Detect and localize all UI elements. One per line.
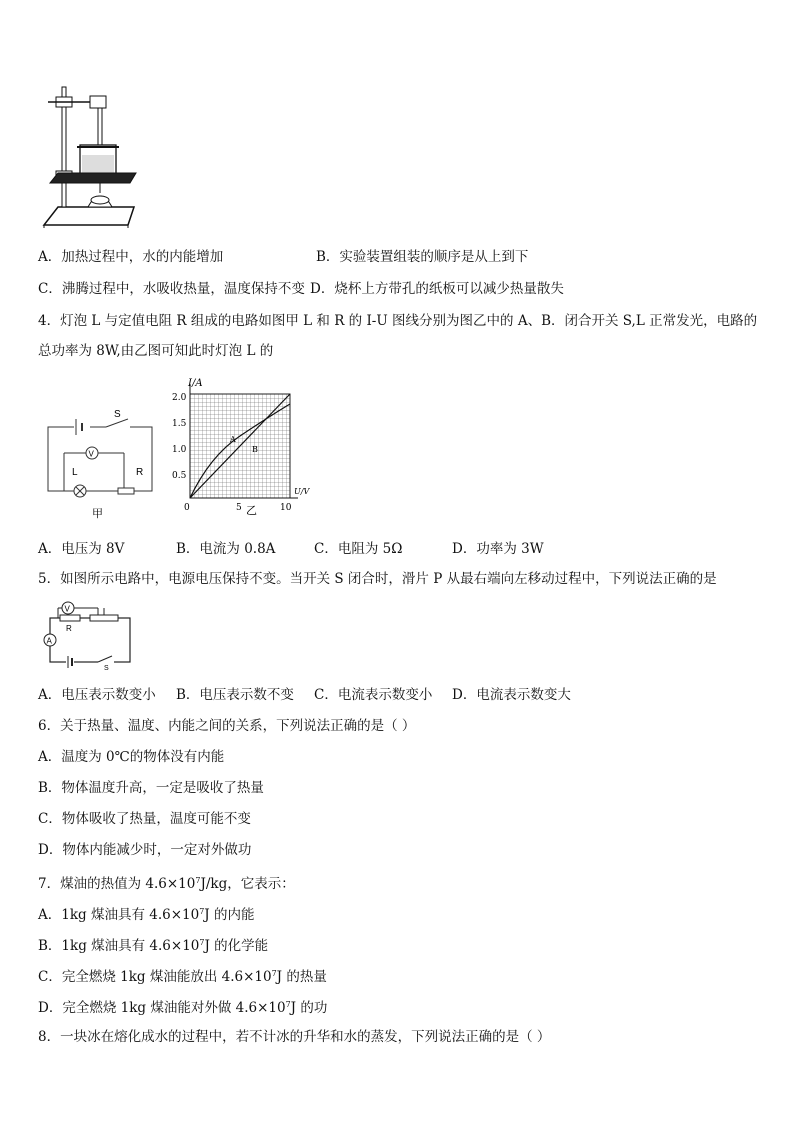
q4-option-d: D．功率为 3W xyxy=(452,541,544,557)
q5-option-a: A．电压表示数变小 xyxy=(38,687,156,703)
q3-option-a: A．加热过程中，水的内能增加 xyxy=(38,249,224,265)
q5-option-d: D．电流表示数变大 xyxy=(452,687,571,703)
q7-exponent: 7 xyxy=(195,876,201,885)
q3-option-c: C．沸腾过程中，水吸收热量，温度保持不变 xyxy=(38,281,305,297)
q4-yi-line-b-label: B xyxy=(252,445,258,454)
q4-jia-label-v: V xyxy=(88,449,94,459)
q7-d-post: J 的功 xyxy=(290,1000,328,1016)
q6-stem: 6．关于热量、温度、内能之间的关系，下列说法正确的是（ ） xyxy=(38,718,416,734)
q5-label-s: S xyxy=(104,665,109,672)
heating-apparatus-figure xyxy=(36,85,136,230)
q4-circuit-figure-jia xyxy=(40,405,160,520)
q7-d-exponent: 7 xyxy=(285,1000,291,1009)
q5-circuit-figure xyxy=(40,598,140,670)
q5-label-v: V xyxy=(64,604,70,614)
q4-yi-y-axis-label: I/A xyxy=(188,378,203,389)
q4-iu-graph-yi xyxy=(170,378,310,528)
q4-yi-ytick-1: 1.0 xyxy=(172,445,187,455)
q7-option-a xyxy=(38,902,255,925)
q7-d-pre: D．完全燃烧 1kg 煤油能对外做 4.6×10 xyxy=(38,1000,286,1016)
q6-option-b: B．物体温度升高，一定是吸收了热量 xyxy=(38,780,264,796)
q6-option-c: C．物体吸收了热量，温度可能不变 xyxy=(38,811,251,827)
q4-jia-label-l: L xyxy=(72,467,78,478)
q4-jia-caption: 甲 xyxy=(92,507,103,520)
q7-c-post: J 的热量 xyxy=(276,969,327,985)
q4-stem-line2: 总功率为 8W,由乙图可知此时灯泡 L 的 xyxy=(38,343,274,359)
q4-stem-line1: 4．灯泡 L 与定值电阻 R 组成的电路如图甲 L 和 R 的 I-U 图线分别为图乙中的 A、B．闭合开关 S,L 正常发光，电路的 xyxy=(38,313,758,329)
q4-yi-ytick-05: 0.5 xyxy=(172,471,187,481)
q4-yi-xtick-0: 0 xyxy=(184,503,190,513)
q7-b-post: J 的化学能 xyxy=(204,938,269,954)
q4-yi-caption: 乙 xyxy=(246,504,257,517)
q4-jia-label-s: S xyxy=(114,409,121,420)
q7-a-post: J 的内能 xyxy=(204,907,255,923)
q7-stem-post: J/kg，它表示： xyxy=(200,876,295,892)
q7-a-pre: A．1kg 煤油具有 4.6×10 xyxy=(38,907,200,923)
q7-stem-pre: 7．煤油的热值为 4.6×10 xyxy=(38,876,196,892)
q8-stem: 8．一块冰在熔化成水的过程中，若不计冰的升华和水的蒸发，下列说法正确的是（ ） xyxy=(38,1029,551,1045)
q4-option-a: A．电压为 8V xyxy=(38,541,125,557)
q4-yi-ytick-15: 1.5 xyxy=(172,419,187,429)
q7-b-exponent: 7 xyxy=(199,938,205,947)
q4-yi-xtick-5: 5 xyxy=(236,503,242,513)
q4-yi-curve-a-label: A xyxy=(230,435,236,444)
q5-option-c: C．电流表示数变小 xyxy=(314,687,433,703)
q4-option-b: B．电流为 0.8A xyxy=(176,541,276,557)
q6-option-a: A．温度为 0℃的物体没有内能 xyxy=(38,749,225,765)
q5-option-b: B．电压表示数不变 xyxy=(176,687,294,703)
q5-stem: 5．如图所示电路中，电源电压保持不变。当开关 S 闭合时，滑片 P 从最右端向左移动过程中，下列说法正确的是 xyxy=(38,571,717,587)
q6-option-d: D．物体内能减少时，一定对外做功 xyxy=(38,842,252,858)
q7-a-exponent: 7 xyxy=(199,907,205,916)
q7-option-d xyxy=(38,995,327,1018)
q7-c-pre: C．完全燃烧 1kg 煤油能放出 4.6×10 xyxy=(38,969,272,985)
q3-option-d: D．烧杯上方带孔的纸板可以减少热量散失 xyxy=(310,281,564,297)
q7-option-b xyxy=(38,933,268,956)
q3-option-b: B．实验装置组装的顺序是从上到下 xyxy=(316,249,529,265)
q4-option-c: C．电阻为 5Ω xyxy=(314,541,403,557)
q7-stem xyxy=(38,871,295,894)
q4-jia-label-r: R xyxy=(136,467,144,478)
q4-yi-x-axis-label: U/V xyxy=(294,487,310,496)
q7-b-pre: B．1kg 煤油具有 4.6×10 xyxy=(38,938,200,954)
q5-label-r: R xyxy=(66,624,72,633)
q4-yi-ytick-2: 2.0 xyxy=(172,393,187,403)
q7-c-exponent: 7 xyxy=(271,969,277,978)
q4-yi-xtick-10: 10 xyxy=(280,503,292,513)
q7-option-c xyxy=(38,964,327,987)
q5-label-a: A xyxy=(46,636,52,646)
